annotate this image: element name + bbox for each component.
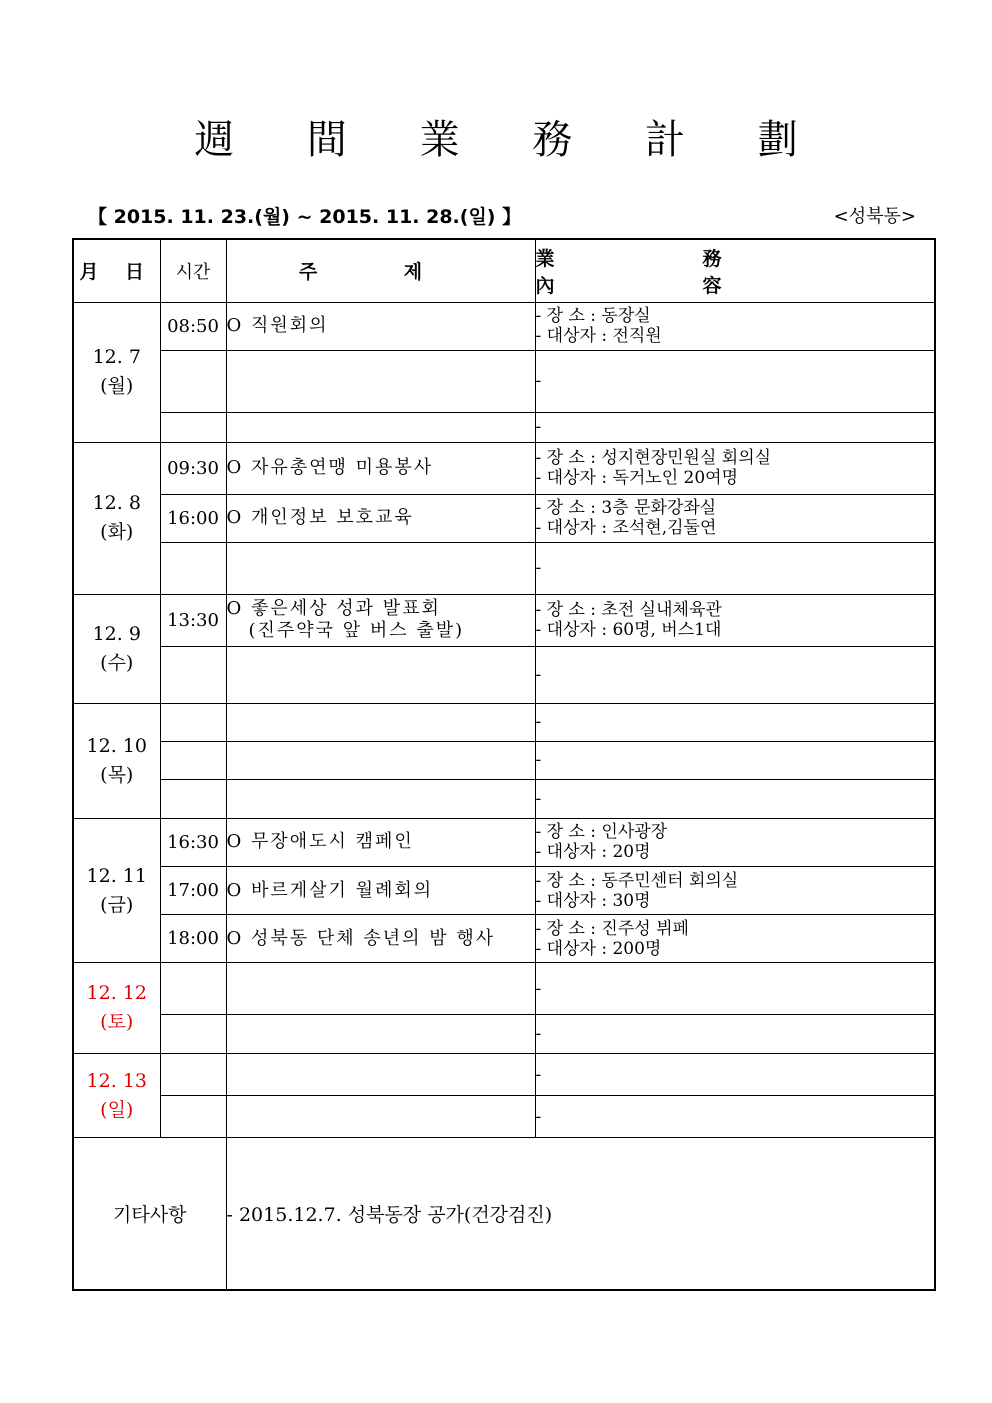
content-cell: -: [535, 542, 935, 594]
table-row: [73, 741, 935, 779]
subject-cell: O 성북동 단체 송년의 밤 행사: [226, 915, 535, 963]
time-cell: 17:00: [160, 866, 226, 914]
time-cell: 16:00: [160, 494, 226, 542]
content-cell: - 장 소 : 성지현장민원실 회의실 - 대상자 : 독거노인 20여명: [535, 442, 935, 494]
content-cell: -: [535, 1096, 935, 1138]
content-cell: -: [535, 703, 935, 741]
subject-cell: O 무장애도시 캠페인: [226, 818, 535, 866]
misc-text: - 2015.12.7. 성북동장 공가(건강검진): [226, 1138, 935, 1290]
subject-cell: O 개인정보 보호교육: [226, 494, 535, 542]
subject-cell: O 직원회의: [226, 302, 535, 350]
table-row: [73, 1054, 935, 1096]
header-content: 業 務內 容: [535, 239, 935, 302]
content-cell: - 장 소 : 동주민센터 회의실 - 대상자 : 30명: [535, 866, 935, 914]
table-row: [73, 963, 935, 1015]
content-cell: -: [535, 741, 935, 779]
table-row: [73, 442, 935, 494]
day-cell: 12. 10 (목): [73, 703, 160, 818]
table-row: [73, 646, 935, 703]
table-row: [73, 818, 935, 866]
table-row: [73, 1015, 935, 1054]
table-row: [73, 542, 935, 594]
table-row: [73, 494, 935, 542]
misc-row: [73, 1138, 935, 1290]
time-cell: 16:30: [160, 818, 226, 866]
time-cell: 13:30: [160, 594, 226, 646]
content-cell: -: [535, 963, 935, 1015]
header-date: 月 日: [73, 239, 160, 302]
content-cell: - 장 소 : 3층 문화강좌실 - 대상자 : 조석현,김둘연: [535, 494, 935, 542]
day-cell: 12. 11 (금): [73, 818, 160, 962]
day-cell: 12. 7 (월): [73, 302, 160, 442]
content-cell: -: [535, 1015, 935, 1054]
time-cell: 18:00: [160, 915, 226, 963]
day-cell: 12. 8 (화): [73, 442, 160, 594]
department-label: <성북동>: [833, 206, 916, 227]
day-cell: 12. 9 (수): [73, 594, 160, 703]
day-cell: 12. 13 (일): [73, 1054, 160, 1138]
table-row: [73, 412, 935, 442]
content-cell: -: [535, 412, 935, 442]
header-row: [73, 239, 935, 302]
subject-cell: O 바르게살기 월례회의: [226, 866, 535, 914]
header-time: 시간: [160, 239, 226, 302]
content-cell: -: [535, 779, 935, 818]
table-row: [73, 703, 935, 741]
content-cell: -: [535, 646, 935, 703]
table-row: [73, 1096, 935, 1138]
content-cell: -: [535, 1054, 935, 1096]
content-cell: -: [535, 350, 935, 412]
page-title: 週 間 業 務 計 劃: [194, 117, 828, 163]
content-cell: - 장 소 : 인사광장 - 대상자 : 20명: [535, 818, 935, 866]
table-row: [73, 350, 935, 412]
table-row: [73, 594, 935, 646]
time-cell: 08:50: [160, 302, 226, 350]
content-cell: - 장 소 : 동장실 - 대상자 : 전직원: [535, 302, 935, 350]
content-cell: - 장 소 : 초전 실내체육관 - 대상자 : 60명, 버스1대: [535, 594, 935, 646]
day-cell: 12. 12 (토): [73, 963, 160, 1054]
content-cell: - 장 소 : 진주성 뷔페 - 대상자 : 200명: [535, 915, 935, 963]
header-subject: 주 제: [226, 239, 535, 302]
weekly-plan-table: [72, 238, 936, 1291]
period-range: 【 2015. 11. 23.(월) ~ 2015. 11. 28.(일) 】: [88, 206, 522, 228]
misc-label: 기타사항: [73, 1138, 226, 1290]
table-row: [73, 779, 935, 818]
table-row: [73, 915, 935, 963]
table-row: [73, 866, 935, 914]
table-row: [73, 302, 935, 350]
subject-cell: O 좋은세상 성과 발표회 (진주약국 앞 버스 출발): [226, 594, 535, 646]
time-cell: 09:30: [160, 442, 226, 494]
subject-cell: O 자유총연맹 미용봉사: [226, 442, 535, 494]
